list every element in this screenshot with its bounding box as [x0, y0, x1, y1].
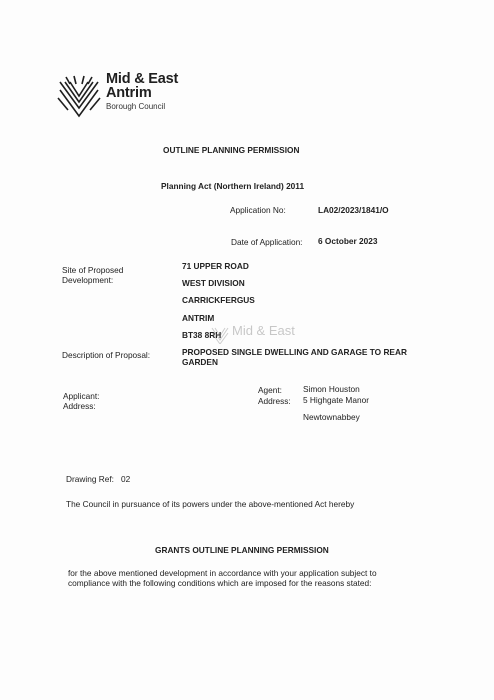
site-address-line: BT38 8RH: [182, 330, 222, 340]
site-address-line: ANTRIM: [182, 313, 215, 323]
agent-address-line1: 5 Highgate Manor: [303, 395, 369, 405]
council-name-line1: Mid & East: [106, 71, 179, 87]
agent-address-label: Address:: [258, 396, 291, 406]
proposal-line1: PROPOSED SINGLE DWELLING AND GARAGE TO REAR: [182, 347, 407, 357]
conditions-line1: for the above mentioned development in accordance with your application subject to: [68, 568, 377, 578]
agent-name: Simon Houston: [303, 384, 360, 394]
proposal-line2: GARDEN: [182, 357, 218, 367]
application-date-value: 6 October 2023: [318, 236, 378, 246]
pursuance-text: The Council in pursuance of its powers under the above-mentioned Act hereby: [66, 499, 355, 509]
application-no-value: LA02/2023/1841/O: [318, 205, 389, 215]
proposal-label: Description of Proposal:: [62, 350, 151, 360]
conditions-line2: compliance with the following conditions which are imposed for the reasons stated:: [68, 578, 372, 588]
site-address-line: 71 UPPER ROAD: [182, 261, 249, 271]
council-subtitle: Borough Council: [106, 102, 166, 111]
site-address-line: CARRICKFERGUS: [182, 295, 255, 305]
watermark-text: Mid & East: [232, 323, 295, 338]
act-title: Planning Act (Northern Ireland) 2011: [161, 181, 305, 191]
council-crest-icon: [56, 72, 102, 118]
site-label-line2: Development:: [62, 275, 114, 285]
application-no-label: Application No:: [230, 205, 286, 215]
council-name: [106, 72, 178, 100]
applicant-address-label: Address:: [63, 401, 96, 411]
council-name-line2: Antrim: [106, 85, 152, 101]
applicant-label: Applicant:: [63, 391, 100, 401]
site-address-line: WEST DIVISION: [182, 278, 245, 288]
drawing-ref-label: Drawing Ref:: [66, 474, 114, 484]
drawing-ref-value: 02: [121, 474, 131, 484]
site-label-line1: Site of Proposed: [62, 265, 124, 275]
document-heading: OUTLINE PLANNING PERMISSION: [163, 145, 300, 155]
council-logo: [56, 72, 206, 122]
agent-address-line2: Newtownabbey: [303, 412, 360, 422]
grants-heading: GRANTS OUTLINE PLANNING PERMISSION: [155, 545, 329, 555]
application-date-label: Date of Application:: [231, 237, 303, 247]
watermark-crest-icon: [210, 324, 230, 344]
agent-label: Agent:: [258, 385, 282, 395]
